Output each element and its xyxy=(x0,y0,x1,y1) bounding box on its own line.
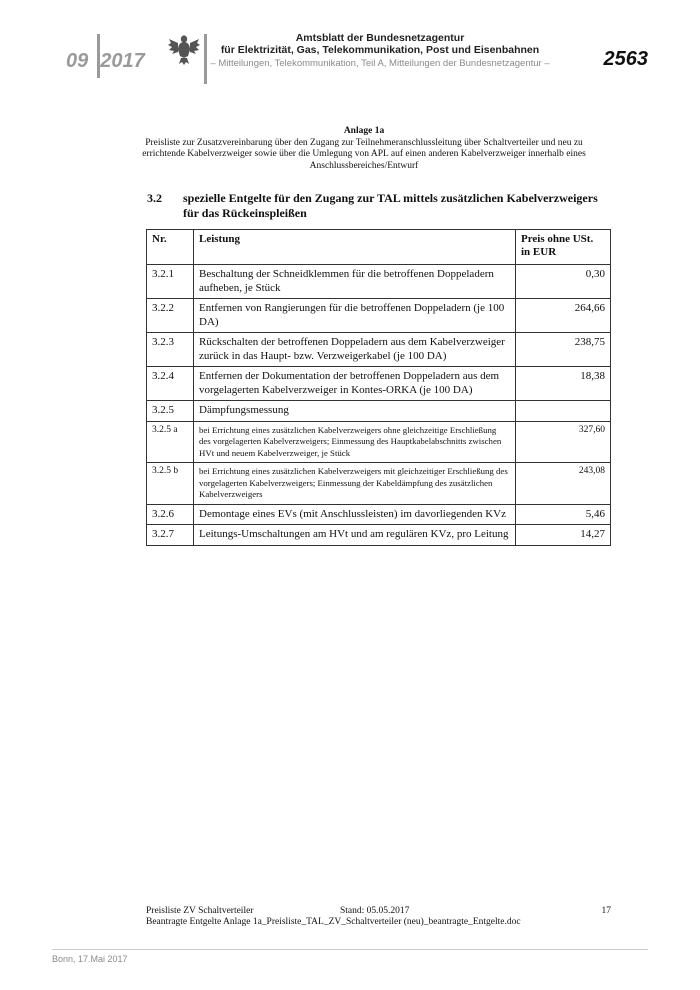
issue-number xyxy=(66,50,145,73)
row-price: 14,27 xyxy=(516,525,611,546)
row-service: Demontage eines EVs (mit Anschlussleisten) im davorliegenden KVz xyxy=(194,504,516,525)
table-row xyxy=(147,299,611,333)
footer-date: Stand: 05.05.2017 xyxy=(340,906,410,916)
row-price: 5,46 xyxy=(516,504,611,525)
row-number: 3.2.6 xyxy=(147,504,194,525)
row-price: 238,75 xyxy=(516,333,611,367)
page-number: 2563 xyxy=(603,48,648,70)
row-price: 0,30 xyxy=(516,265,611,299)
footer-document-name: Beantragte Entgelte Anlage 1a_Preisliste_TAL_ZV_Schaltverteiler (neu)_beantragte_Entgelte.doc xyxy=(146,917,521,927)
table-row xyxy=(147,421,611,463)
annex-description: Preisliste zur Zusatzvereinbarung über den Zugang zur Teilnehmeranschlussleitung über Schaltverteiler und neu zu errichtende Kabelverzweiger sowie über die Umlegung von APL auf einen anderen Kabelverzweiger innerhalb eines Anschlussbereiches/Entwurf xyxy=(142,137,586,171)
row-number: 3.2.2 xyxy=(147,299,194,333)
annex-label: Anlage 1a xyxy=(343,126,385,136)
row-price xyxy=(516,401,611,422)
table-row xyxy=(147,504,611,525)
row-price: 327,60 xyxy=(516,421,611,463)
footer-divider xyxy=(52,949,648,950)
column-header-nr: Nr. xyxy=(147,230,194,265)
gazette-title-line1: Amtsblatt der Bundesnetzagentur xyxy=(295,32,465,44)
footer-file-label: Preisliste ZV Schaltverteiler xyxy=(146,906,254,916)
gazette-subtitle: – Mitteilungen, Telekommunikation, Teil A, Mitteilungen der Bundesnetzagentur – xyxy=(210,58,550,69)
row-service: Leitungs-Umschaltungen am HVt und am regulären KVz, pro Leitung xyxy=(194,525,516,546)
column-header-price: Preis ohne USt. in EUR xyxy=(516,230,611,265)
row-service: bei Errichtung eines zusätzlichen Kabelverzweigers mit gleichzeitiger Erschließung des vorgelagerten Kabelverzweigers; Einmessung der Kabeldämpfung des zusätzlichen Kabelverzweigers xyxy=(194,463,516,505)
footer-page: 17 xyxy=(601,906,611,916)
row-price: 264,66 xyxy=(516,299,611,333)
table-row xyxy=(147,525,611,546)
column-header-service: Leistung xyxy=(194,230,516,265)
price-table-body xyxy=(147,265,611,546)
footer-stamp: Bonn, 17.Mai 2017 xyxy=(52,954,128,964)
table-row xyxy=(147,265,611,299)
table-header-row xyxy=(147,230,611,265)
row-number: 3.2.1 xyxy=(147,265,194,299)
row-service: Rückschalten der betroffenen Doppeladern aus dem Kabelverzweiger zurück in das Haupt- bzw. Verzweigerkabel (je 100 DA) xyxy=(194,333,516,367)
section-title: spezielle Entgelte für den Zugang zur TAL mittels zusätzlichen Kabelverzweigers für das Rückeinspleißen xyxy=(183,191,598,220)
row-price: 18,38 xyxy=(516,367,611,401)
annex-heading xyxy=(140,126,588,172)
row-number: 3.2.4 xyxy=(147,367,194,401)
row-service: Dämpfungsmessung xyxy=(194,401,516,422)
table-row xyxy=(147,401,611,422)
section-number: 3.2 xyxy=(147,191,162,205)
issue-number-value: 09 xyxy=(66,50,89,72)
row-number: 3.2.5 xyxy=(147,401,194,422)
row-service: Beschaltung der Schneidklemmen für die betroffenen Doppeladern aufheben, je Stück xyxy=(194,265,516,299)
gazette-title xyxy=(215,32,545,56)
row-number: 3.2.5 a xyxy=(147,421,194,463)
federal-eagle-icon xyxy=(168,30,200,66)
table-row xyxy=(147,333,611,367)
row-service: bei Errichtung eines zusätzlichen Kabelverzweigers ohne gleichzeitige Erschließung des vorgelagerten Kabelverzweigers; Einmessung des Hauptkabelabschnitts zwischen HVt und neuem Kabelverzweiger, je Stück xyxy=(194,421,516,463)
row-number: 3.2.3 xyxy=(147,333,194,367)
issue-year: 2017 xyxy=(100,50,145,72)
header-divider-left xyxy=(97,34,100,78)
row-service: Entfernen der Dokumentation der betroffenen Doppeladern aus dem vorgelagerten Kabelverzweiger in Kontes-ORKA (je 100 DA) xyxy=(194,367,516,401)
row-number: 3.2.5 b xyxy=(147,463,194,505)
row-price: 243,08 xyxy=(516,463,611,505)
table-row xyxy=(147,463,611,505)
row-service: Entfernen von Rangierungen für die betroffenen Doppeladern (je 100 DA) xyxy=(194,299,516,333)
gazette-title-line2: für Elektrizität, Gas, Telekommunikation, Post und Eisenbahnen xyxy=(220,44,540,56)
table-row xyxy=(147,367,611,401)
price-table xyxy=(146,229,611,546)
header-divider-right xyxy=(204,34,207,84)
row-number: 3.2.7 xyxy=(147,525,194,546)
